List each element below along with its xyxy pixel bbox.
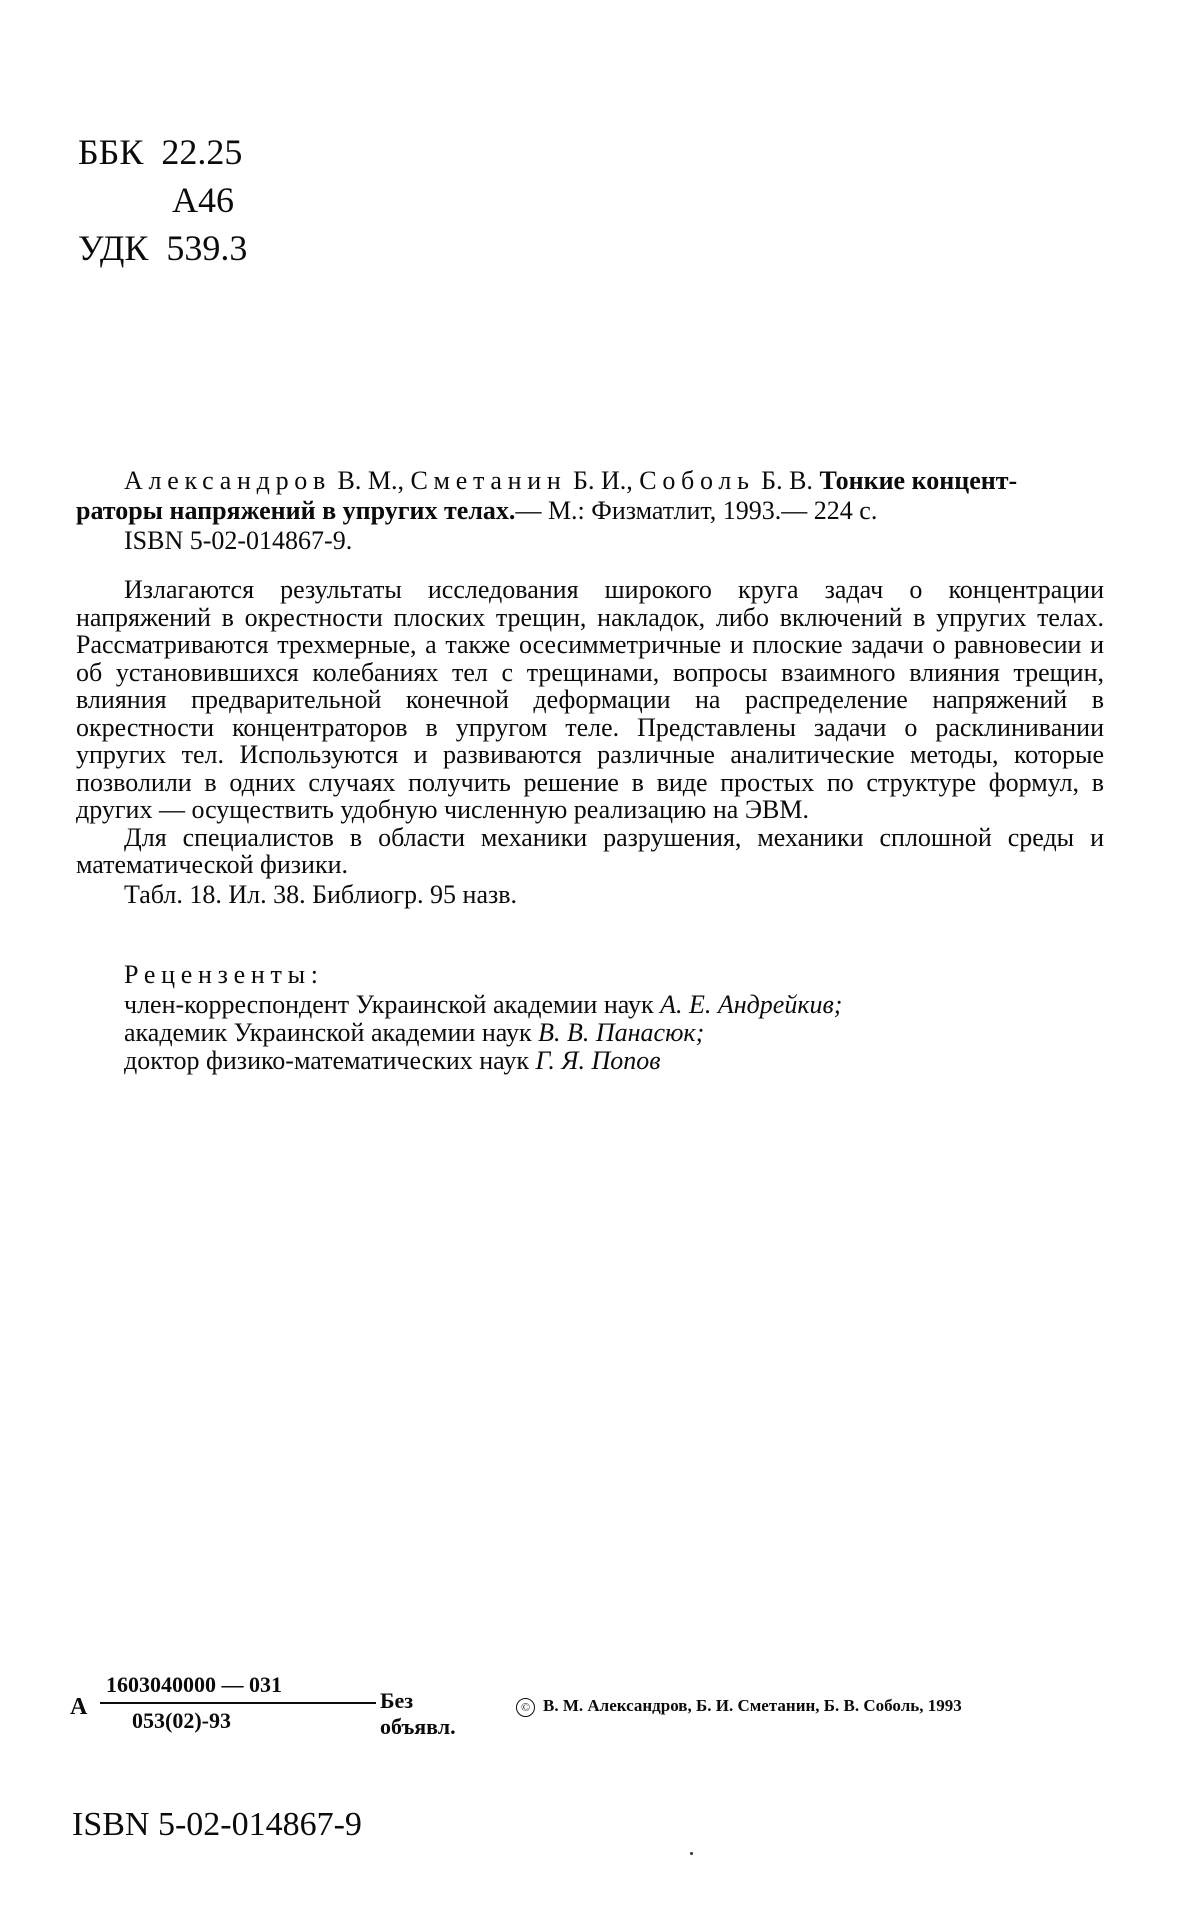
reviewer-2-position: академик Украинской академии наук <box>124 1018 532 1047</box>
reviewer-1-position: член-корреспондент Украинской академии наук <box>124 990 654 1019</box>
author-initials-3: Б. В. <box>761 466 813 495</box>
udk-line <box>78 224 247 272</box>
author-surname-1: Александров <box>124 466 332 495</box>
reviewer-3-position: доктор физико-математических наук <box>124 1046 530 1075</box>
bibliographic-entry <box>76 466 1104 556</box>
reviewer-2-name: В. В. Панасюк; <box>538 1018 705 1047</box>
publisher-code-denominator: 053(02)-93 <box>132 1708 231 1733</box>
author-mark: А46 <box>172 180 234 220</box>
author-surname-3: Соболь <box>639 466 755 495</box>
bibliographic-line-2 <box>76 496 1104 526</box>
book-title-part-1: Тонкие концент- <box>819 466 1018 495</box>
publisher-code-letter: А <box>70 1694 88 1720</box>
publisher-code-numerator: 1603040000 — 031 <box>106 1672 282 1697</box>
author-surname-2: Сметанин <box>410 466 567 495</box>
copyright-icon: © <box>516 1698 535 1717</box>
reviewers <box>124 961 842 1075</box>
copyright-text: В. М. Александров, Б. И. Сметанин, Б. В. Соболь, 1993 <box>543 1696 962 1715</box>
bibliographic-line-1 <box>124 466 1104 496</box>
abstract-paragraph-1: Излагаются результаты исследования широкого круга задач о концентрации напряжений в окрестности плоских трещин, накладок, либо включений в упругих телах. Рассматриваются трехмерные, а также осесимметричные и плоские задачи о равновесии и об установившихся колебаниях тел с трещинами, вопросы взаимного влияния трещин, влияния предварительной конечной деформации на распределение напряжений в окрестности концентраторов в упругом теле. Представлены задачи о расклинивании упругих тел. Используются и развиваются различные аналитические методы, которые позволили в одних случаях получить решение в виде простых по структуре формул, в других — осуществить удобную численную реализацию на ЭВМ. <box>76 575 1104 824</box>
reviewer-3-name: Г. Я. Попов <box>535 1046 661 1075</box>
publication-info: — М.: Физматлит, 1993.— 224 с. <box>515 496 878 525</box>
bbk-line <box>78 128 247 176</box>
bibliographic-isbn: ISBN 5-02-014867-9. <box>124 526 353 555</box>
author-initials-2: Б. И., <box>573 466 633 495</box>
reviewer-1-name: А. Е. Андрейкив; <box>660 990 843 1019</box>
print-speck <box>690 1852 693 1855</box>
no-announcement-note: Без объявл. <box>380 1688 456 1739</box>
fraction-bar <box>100 1702 376 1704</box>
bottom-isbn: ISBN 5-02-014867-9 <box>72 1806 362 1843</box>
bbk-code: 22.25 <box>161 132 243 172</box>
author-initials-1: В. М., <box>337 466 404 495</box>
reviewers-heading: Рецензенты: <box>124 960 324 989</box>
udk-code: 539.3 <box>166 228 248 268</box>
udk-label: УДК <box>78 228 149 268</box>
reviewer-3 <box>124 1047 842 1075</box>
abstract <box>76 576 1104 908</box>
copyright-line <box>516 1696 962 1717</box>
tables-figures-count: Табл. 18. Ил. 38. Библиогр. 95 назв. <box>124 879 518 909</box>
abstract-paragraph-2: Для специалистов в области механики разрушения, механики сплошной среды и математической физики. <box>76 822 1104 879</box>
bbk-label: ББК <box>78 132 144 172</box>
reviewer-1 <box>124 991 842 1019</box>
book-title-part-2: раторы напряжений в упругих телах. <box>76 496 516 525</box>
publisher-code <box>70 1672 490 1739</box>
reviewer-2 <box>124 1019 842 1047</box>
classification-block <box>78 128 247 272</box>
